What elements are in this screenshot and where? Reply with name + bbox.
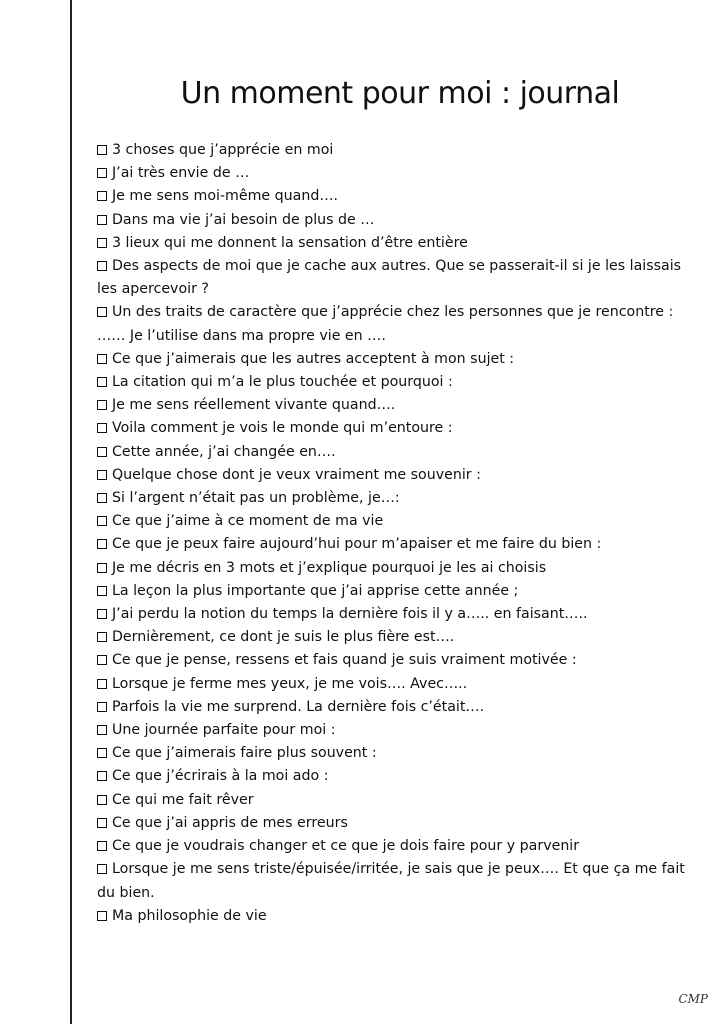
item-label: Cette année, j’ai changée en…. (112, 443, 336, 460)
item-label: Ce que j’aimerais faire plus souvent : (112, 745, 377, 762)
list-item (97, 626, 697, 649)
list-item (97, 139, 697, 162)
item-label: Un des traits de caractère que j’apprécie chez les personnes que je rencontre : …… Je l’utilise dans ma propre vie en …. (97, 304, 674, 344)
list-item (97, 348, 697, 371)
checkbox-icon[interactable] (97, 864, 107, 874)
list-item (97, 301, 697, 347)
checkbox-icon[interactable] (97, 191, 107, 201)
checkbox-icon[interactable] (97, 679, 107, 689)
list-item (97, 162, 697, 185)
journal-prompt-list (97, 139, 697, 928)
checkbox-icon[interactable] (97, 493, 107, 503)
checkbox-icon[interactable] (97, 771, 107, 781)
list-item (97, 905, 697, 928)
item-label: La citation qui m’a le plus touchée et pourquoi : (112, 374, 453, 391)
checkbox-icon[interactable] (97, 655, 107, 665)
item-label: 3 choses que j’apprécie en moi (112, 142, 334, 158)
item-label: La leçon la plus importante que j’ai apprise cette année ; (112, 582, 519, 599)
checkbox-icon[interactable] (97, 563, 107, 573)
checkbox-icon[interactable] (97, 748, 107, 758)
item-label: Une journée parfaite pour moi : (112, 722, 336, 739)
list-item (97, 858, 697, 904)
item-label: Parfois la vie me surprend. La dernière fois c’était…. (112, 698, 485, 715)
checkbox-icon[interactable] (97, 841, 107, 851)
list-item (97, 835, 697, 858)
item-label: Ce que je peux faire aujourd’hui pour m’apaiser et me faire du bien : (112, 536, 602, 553)
checkbox-icon[interactable] (97, 702, 107, 712)
checkbox-icon[interactable] (97, 238, 107, 248)
item-label: Ce que j’aimerais que les autres acceptent à mon sujet : (112, 350, 515, 367)
checkbox-icon[interactable] (97, 447, 107, 457)
list-item (97, 673, 697, 696)
page-margin-line (70, 0, 72, 1024)
item-label: Voila comment je vois le monde qui m’entoure : (112, 420, 453, 437)
list-item (97, 209, 697, 232)
item-label: Ce que j’écrirais à la moi ado : (112, 768, 329, 785)
checkbox-icon[interactable] (97, 586, 107, 596)
item-label: Je me sens moi-même quand…. (112, 188, 339, 205)
item-label: Dans ma vie j’ai besoin de plus de … (112, 211, 375, 228)
list-item (97, 533, 697, 556)
item-label: Ce que je pense, ressens et fais quand je suis vraiment motivée : (112, 652, 577, 669)
item-label: Je me décris en 3 mots et j’explique pourquoi je les ai choisis (112, 559, 547, 576)
list-item (97, 812, 697, 835)
checkbox-icon[interactable] (97, 911, 107, 921)
page-title: Un moment pour moi : journal (180, 76, 620, 111)
checkbox-icon[interactable] (97, 818, 107, 828)
list-item (97, 487, 697, 510)
list-item (97, 719, 697, 742)
checkbox-icon[interactable] (97, 516, 107, 526)
checkbox-icon[interactable] (97, 400, 107, 410)
list-item (97, 371, 697, 394)
checkbox-icon[interactable] (97, 632, 107, 642)
item-label: Des aspects de moi que je cache aux autres. Que se passerait-il si je les laissais les apercevoir ? (97, 258, 682, 298)
list-item (97, 696, 697, 719)
checkbox-icon[interactable] (97, 261, 107, 271)
checkbox-icon[interactable] (97, 609, 107, 619)
list-item (97, 394, 697, 417)
checkbox-icon[interactable] (97, 307, 107, 317)
item-label: Si l’argent n’était pas un problème, je…: (112, 490, 400, 507)
item-label: Quelque chose dont je veux vraiment me souvenir : (112, 466, 481, 483)
checkbox-icon[interactable] (97, 539, 107, 549)
item-label: Ce que j’ai appris de mes erreurs (112, 814, 348, 831)
item-label: Dernièrement, ce dont je suis le plus fière est…. (112, 629, 455, 646)
item-label: Je me sens réellement vivante quand…. (112, 397, 396, 414)
item-label: Ma philosophie de vie (112, 907, 267, 924)
list-item (97, 441, 697, 464)
item-label: J’ai très envie de … (112, 165, 250, 182)
item-label: 3 lieux qui me donnent la sensation d’être entière (112, 234, 468, 251)
list-item (97, 765, 697, 788)
item-label: Lorsque je ferme mes yeux, je me vois…. Avec….. (112, 675, 468, 692)
checkbox-icon[interactable] (97, 215, 107, 225)
list-item (97, 557, 697, 580)
checkbox-icon[interactable] (97, 168, 107, 178)
author-signature: CMP (678, 992, 708, 1006)
list-item (97, 580, 697, 603)
list-item (97, 510, 697, 533)
item-label: Ce qui me fait rêver (112, 791, 254, 808)
list-item (97, 742, 697, 765)
item-label: J’ai perdu la notion du temps la dernière fois il y a….. en faisant….. (112, 606, 588, 623)
list-item (97, 232, 697, 255)
checkbox-icon[interactable] (97, 470, 107, 480)
checkbox-icon[interactable] (97, 145, 107, 155)
list-item (97, 417, 697, 440)
item-label: Lorsque je me sens triste/épuisée/irritée, je sais que je peux…. Et que ça me fait du bien. (97, 861, 685, 901)
list-item (97, 789, 697, 812)
item-label: Ce que j’aime à ce moment de ma vie (112, 513, 384, 530)
checkbox-icon[interactable] (97, 795, 107, 805)
list-item (97, 603, 697, 626)
item-label: Ce que je voudrais changer et ce que je dois faire pour y parvenir (112, 838, 580, 855)
checkbox-icon[interactable] (97, 725, 107, 735)
list-item (97, 185, 697, 208)
list-item (97, 255, 697, 301)
checkbox-icon[interactable] (97, 377, 107, 387)
checkbox-icon[interactable] (97, 423, 107, 433)
checkbox-icon[interactable] (97, 354, 107, 364)
list-item (97, 464, 697, 487)
list-item (97, 649, 697, 672)
